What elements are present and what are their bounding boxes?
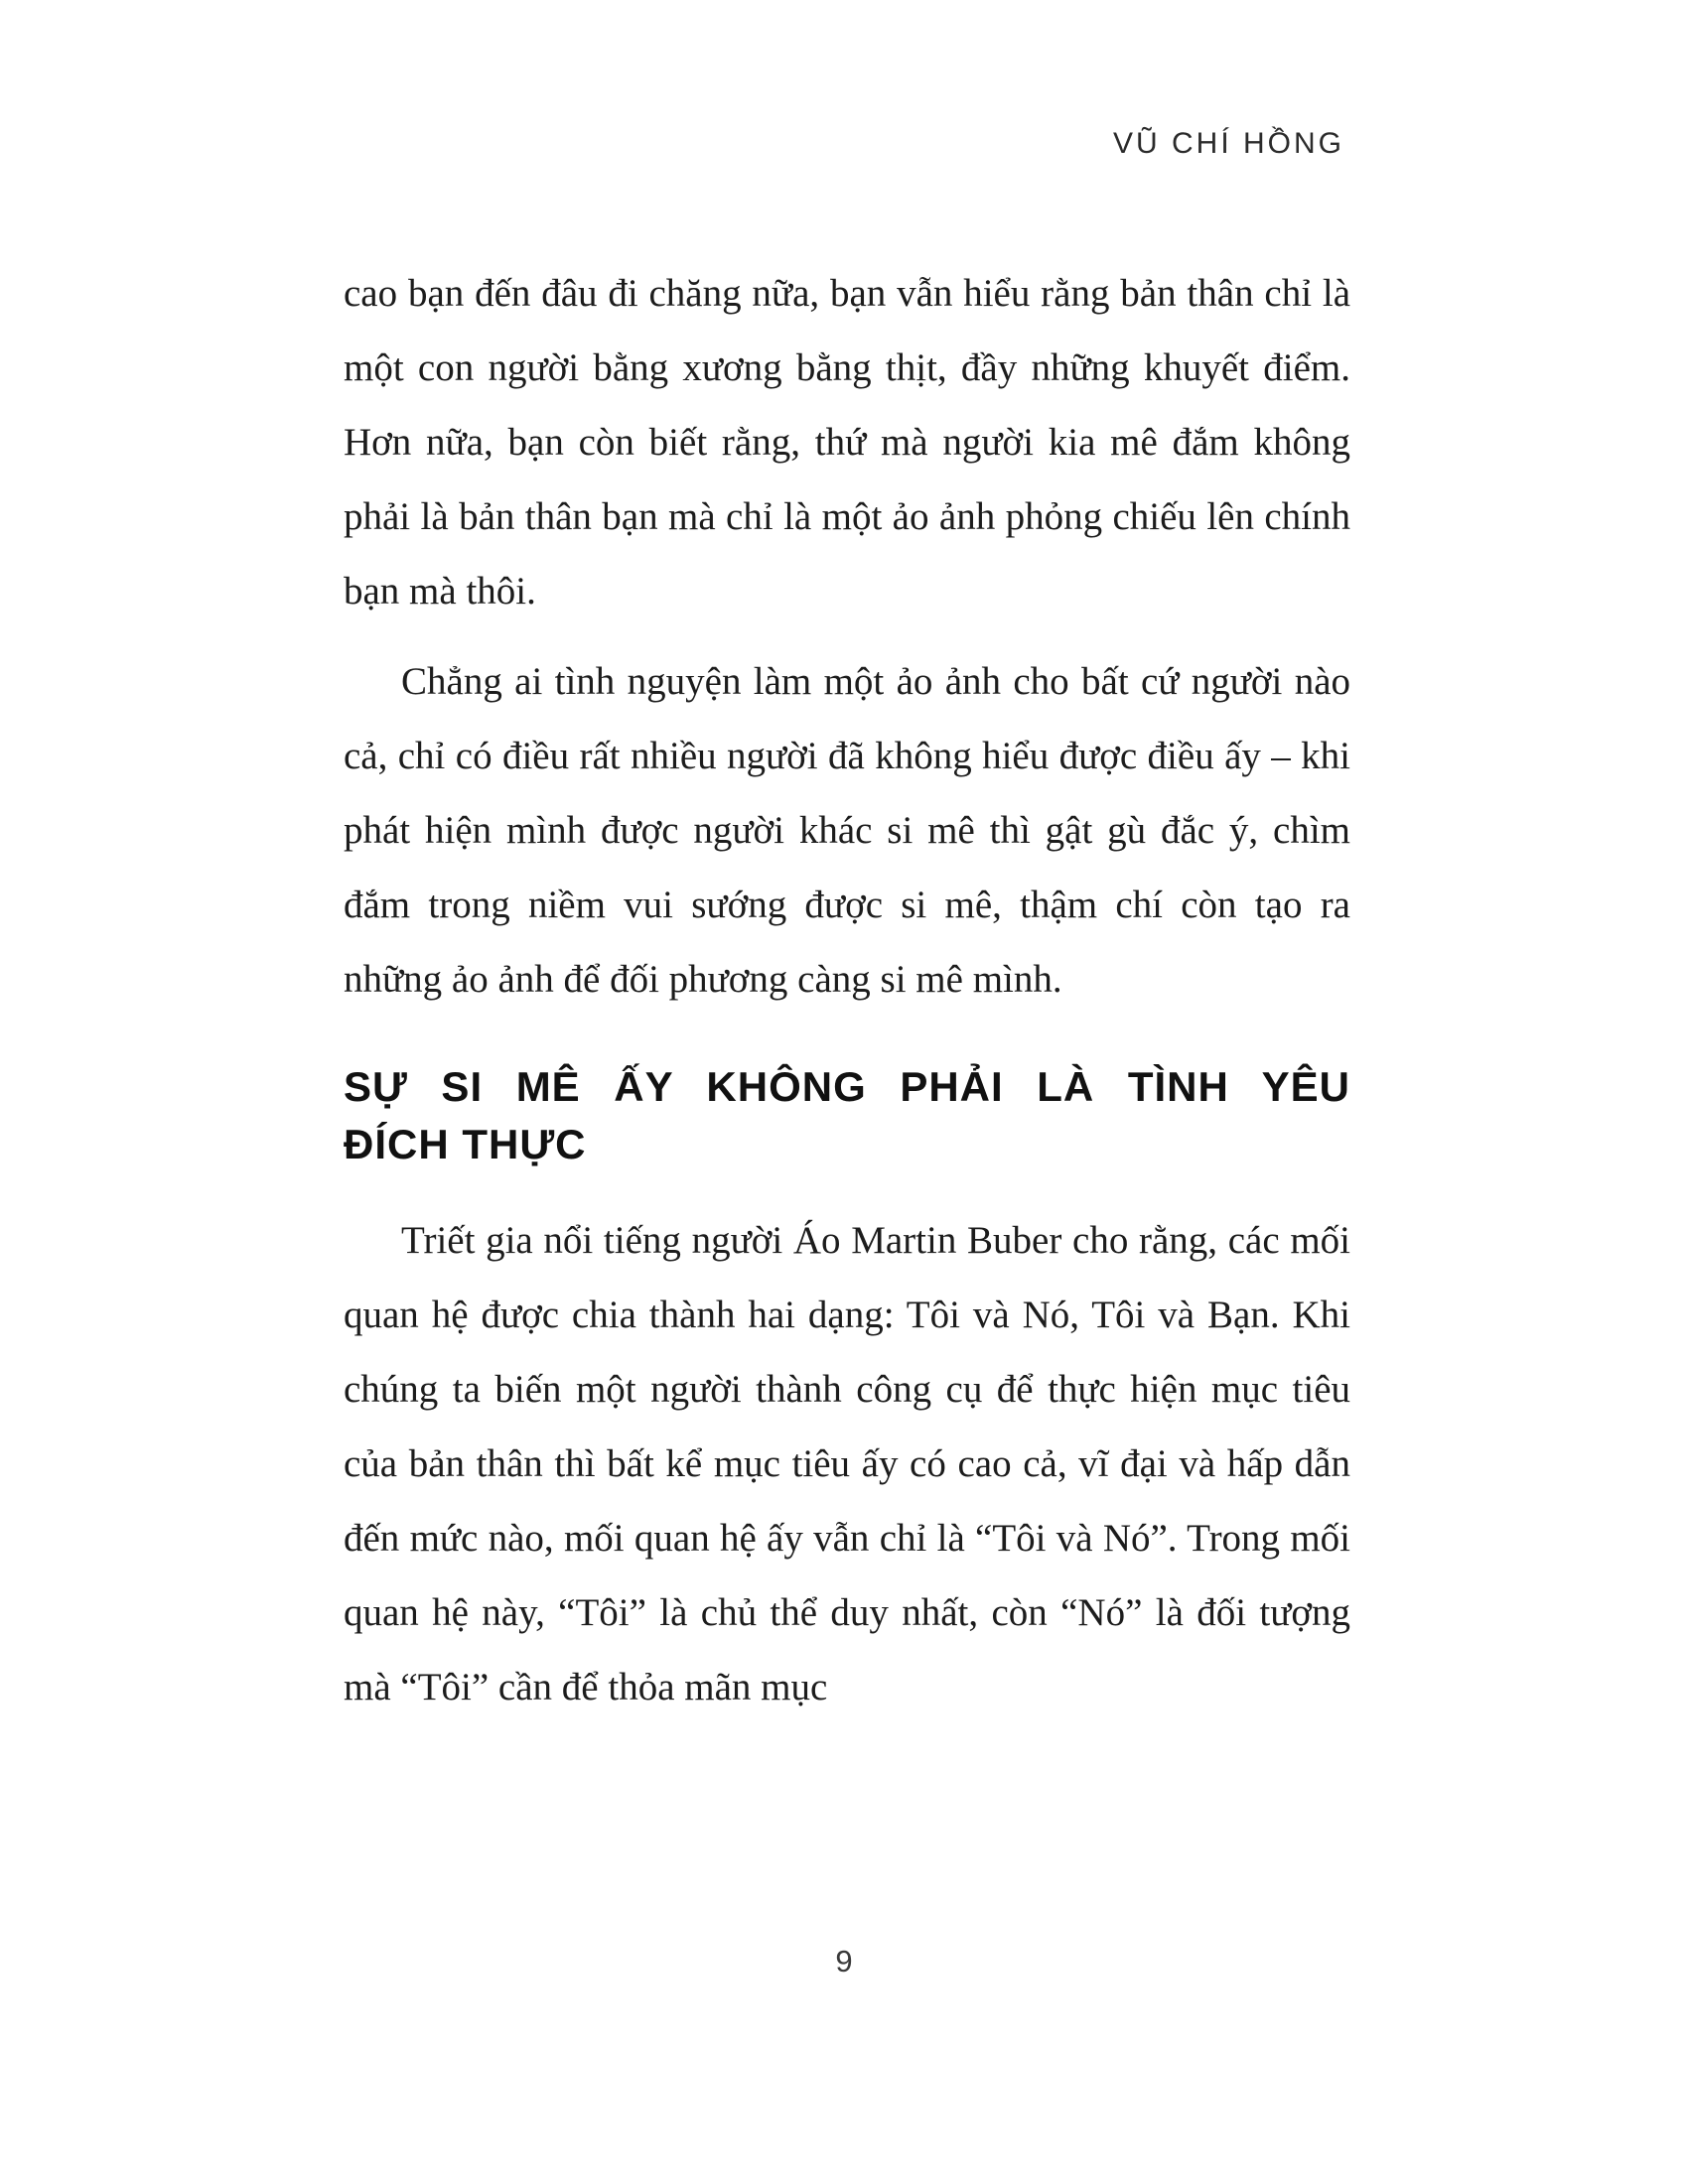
section-heading-line-2: ĐÍCH THỰC bbox=[344, 1121, 587, 1167]
page-body bbox=[344, 256, 1350, 1724]
body-paragraph: Chẳng ai tình nguyện làm một ảo ảnh cho bất cứ người nào cả, chỉ có điều rất nhiều người đã không hiểu được điều ấy – khi phát hiện mình được người khác si mê thì gật gù đắc ý, chìm đắm trong niềm vui sướng được si mê, thậm chí còn tạo ra những ảo ảnh để đối phương càng si mê mình. bbox=[344, 660, 1350, 1001]
section-heading bbox=[344, 1058, 1350, 1173]
body-paragraph: Triết gia nổi tiếng người Áo Martin Buber cho rằng, các mối quan hệ được chia thành hai dạng: Tôi và Nó, Tôi và Bạn. Khi chúng ta biến một người thành công cụ để thực hiện mục tiêu của bản thân thì bất kể mục tiêu ấy có cao cả, vĩ đại và hấp dẫn đến mức nào, mối quan hệ ấy vẫn chỉ là “Tôi và Nó”. Trong mối quan hệ này, “Tôi” là chủ thể duy nhất, còn “Nó” là đối tượng mà “Tôi” cần để thỏa mãn mục bbox=[344, 1219, 1350, 1708]
body-paragraph-continued: cao bạn đến đâu đi chăng nữa, bạn vẫn hiểu rằng bản thân chỉ là một con người bằng xương bằng thịt, đầy những khuyết điểm. Hơn nữa, bạn còn biết rằng, thứ mà người kia mê đắm không phải là bản thân bạn mà chỉ là một ảo ảnh phỏng chiếu lên chính bạn mà thôi. bbox=[344, 272, 1350, 613]
page-number: 9 bbox=[835, 1944, 853, 1979]
running-header-author: VŨ CHÍ HỒNG bbox=[1112, 127, 1344, 160]
section-heading-line-1: SỰ SI MÊ ẤY KHÔNG PHẢI LÀ TÌNH YÊU bbox=[344, 1063, 1350, 1110]
